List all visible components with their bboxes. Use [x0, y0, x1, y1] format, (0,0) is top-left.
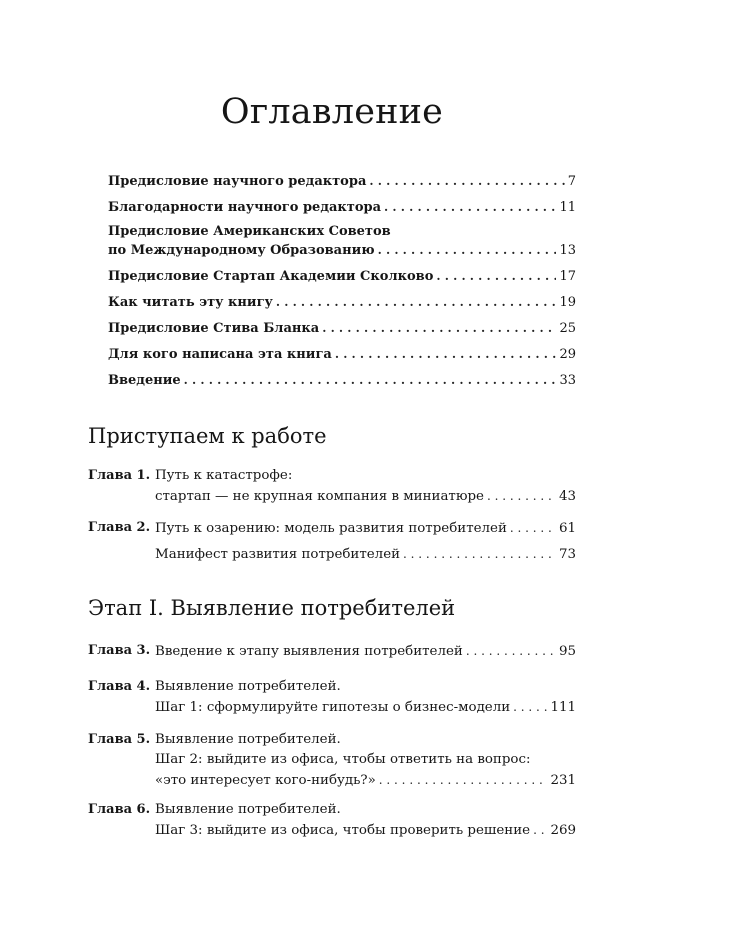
- toc-entry-chapter-2[interactable]: [88, 518, 576, 539]
- entry-text: Манифест развития потребителей: [155, 547, 401, 562]
- entry-page: 7: [567, 174, 576, 189]
- toc-entry-introduction[interactable]: [108, 370, 576, 391]
- dot-leader: [510, 518, 556, 538]
- entry-text-line2: Шаг 2: выйдите из офиса, чтобы ответить на вопрос:: [155, 752, 531, 767]
- chapter-label: Глава 5.: [88, 732, 151, 747]
- entry-text: Предисловие Стива Бланка: [108, 321, 320, 336]
- entry-text-line1: Предисловие Американских Советов: [108, 224, 391, 239]
- entry-page: 111: [550, 700, 576, 715]
- entry-page: 13: [559, 243, 576, 258]
- entry-text: Благодарности научного редактора: [108, 200, 382, 215]
- dot-leader: [487, 486, 556, 506]
- toc-entry-chapter-4[interactable]: [88, 677, 576, 718]
- dot-leader: [378, 240, 557, 260]
- dot-leader: [369, 171, 564, 191]
- dot-leader: [466, 641, 556, 661]
- entry-text: Шаг 1: сформулируйте гипотезы о бизнес-модели: [155, 700, 511, 715]
- entry-page: 25: [559, 321, 576, 336]
- chapter-label: Глава 2.: [88, 520, 151, 535]
- toc-entry-editor-preface[interactable]: [108, 171, 576, 192]
- dot-leader: [322, 318, 556, 338]
- entry-page: 231: [550, 773, 576, 788]
- toc-entry-chapter-3[interactable]: [88, 641, 576, 662]
- toc-entry-skolkovo-preface[interactable]: [108, 266, 576, 287]
- entry-text: Как читать эту книгу: [108, 295, 273, 310]
- entry-page: 17: [559, 269, 576, 284]
- dot-leader: [513, 697, 547, 717]
- dot-leader: [533, 820, 547, 840]
- chapter-label: Глава 3.: [88, 643, 151, 658]
- entry-text: Предисловие Стартап Академии Сколково: [108, 269, 434, 284]
- toc-entry-editor-thanks[interactable]: [108, 197, 576, 218]
- chapter-label: Глава 1.: [88, 468, 151, 483]
- dot-leader: [276, 292, 557, 312]
- entry-text: Введение: [108, 373, 181, 388]
- entry-text: Шаг 3: выйдите из офиса, чтобы проверить решение: [155, 823, 531, 838]
- entry-text: по Международному Образованию: [108, 243, 375, 258]
- toc-entry-chapter-5[interactable]: [88, 730, 576, 791]
- entry-page: 73: [558, 547, 576, 562]
- dot-leader: [384, 197, 556, 217]
- entry-page: 61: [558, 521, 576, 536]
- toc-entry-chapter-1[interactable]: [88, 466, 576, 507]
- dot-leader: [403, 544, 556, 564]
- toc-entry-blank-preface[interactable]: [108, 318, 576, 339]
- entry-page: 95: [558, 644, 576, 659]
- entry-page: 43: [558, 489, 576, 504]
- section-title-stage-1: Этап I. Выявление потребителей: [88, 596, 456, 620]
- entry-text-line1: Выявление потребителей.: [155, 679, 341, 694]
- chapter-label: Глава 4.: [88, 679, 151, 694]
- entry-text: «это интересует кого-нибудь?»: [155, 773, 376, 788]
- entry-page: 11: [559, 200, 576, 215]
- entry-page: 29: [559, 347, 576, 362]
- dot-leader: [379, 770, 548, 790]
- toc-entry-american-councils[interactable]: [108, 222, 576, 261]
- entry-text-line1: Выявление потребителей.: [155, 732, 341, 747]
- toc-entry-audience[interactable]: [108, 344, 576, 365]
- toc-entry-chapter-6[interactable]: [88, 800, 576, 841]
- toc-entry-manifesto[interactable]: [88, 544, 576, 565]
- page-title: Оглавление: [220, 92, 444, 132]
- entry-text: Введение к этапу выявления потребителей: [155, 644, 463, 659]
- entry-page: 19: [559, 295, 576, 310]
- section-title-getting-started: Приступаем к работе: [88, 424, 327, 448]
- entry-text: Путь к озарению: модель развития потребителей: [155, 521, 507, 536]
- entry-text: Предисловие научного редактора: [108, 174, 367, 189]
- entry-text: Для кого написана эта книга: [108, 347, 332, 362]
- entry-page: 33: [559, 373, 576, 388]
- entry-text-line1: Выявление потребителей.: [155, 802, 341, 817]
- toc-entry-how-to-read[interactable]: [108, 292, 576, 313]
- entry-page: 269: [550, 823, 576, 838]
- entry-text: стартап — не крупная компания в миниатюре: [155, 489, 484, 504]
- dot-leader: [335, 344, 557, 364]
- dot-leader: [436, 266, 556, 286]
- entry-text-line1: Путь к катастрофе:: [155, 468, 293, 483]
- chapter-label: Глава 6.: [88, 802, 151, 817]
- dot-leader: [184, 370, 557, 390]
